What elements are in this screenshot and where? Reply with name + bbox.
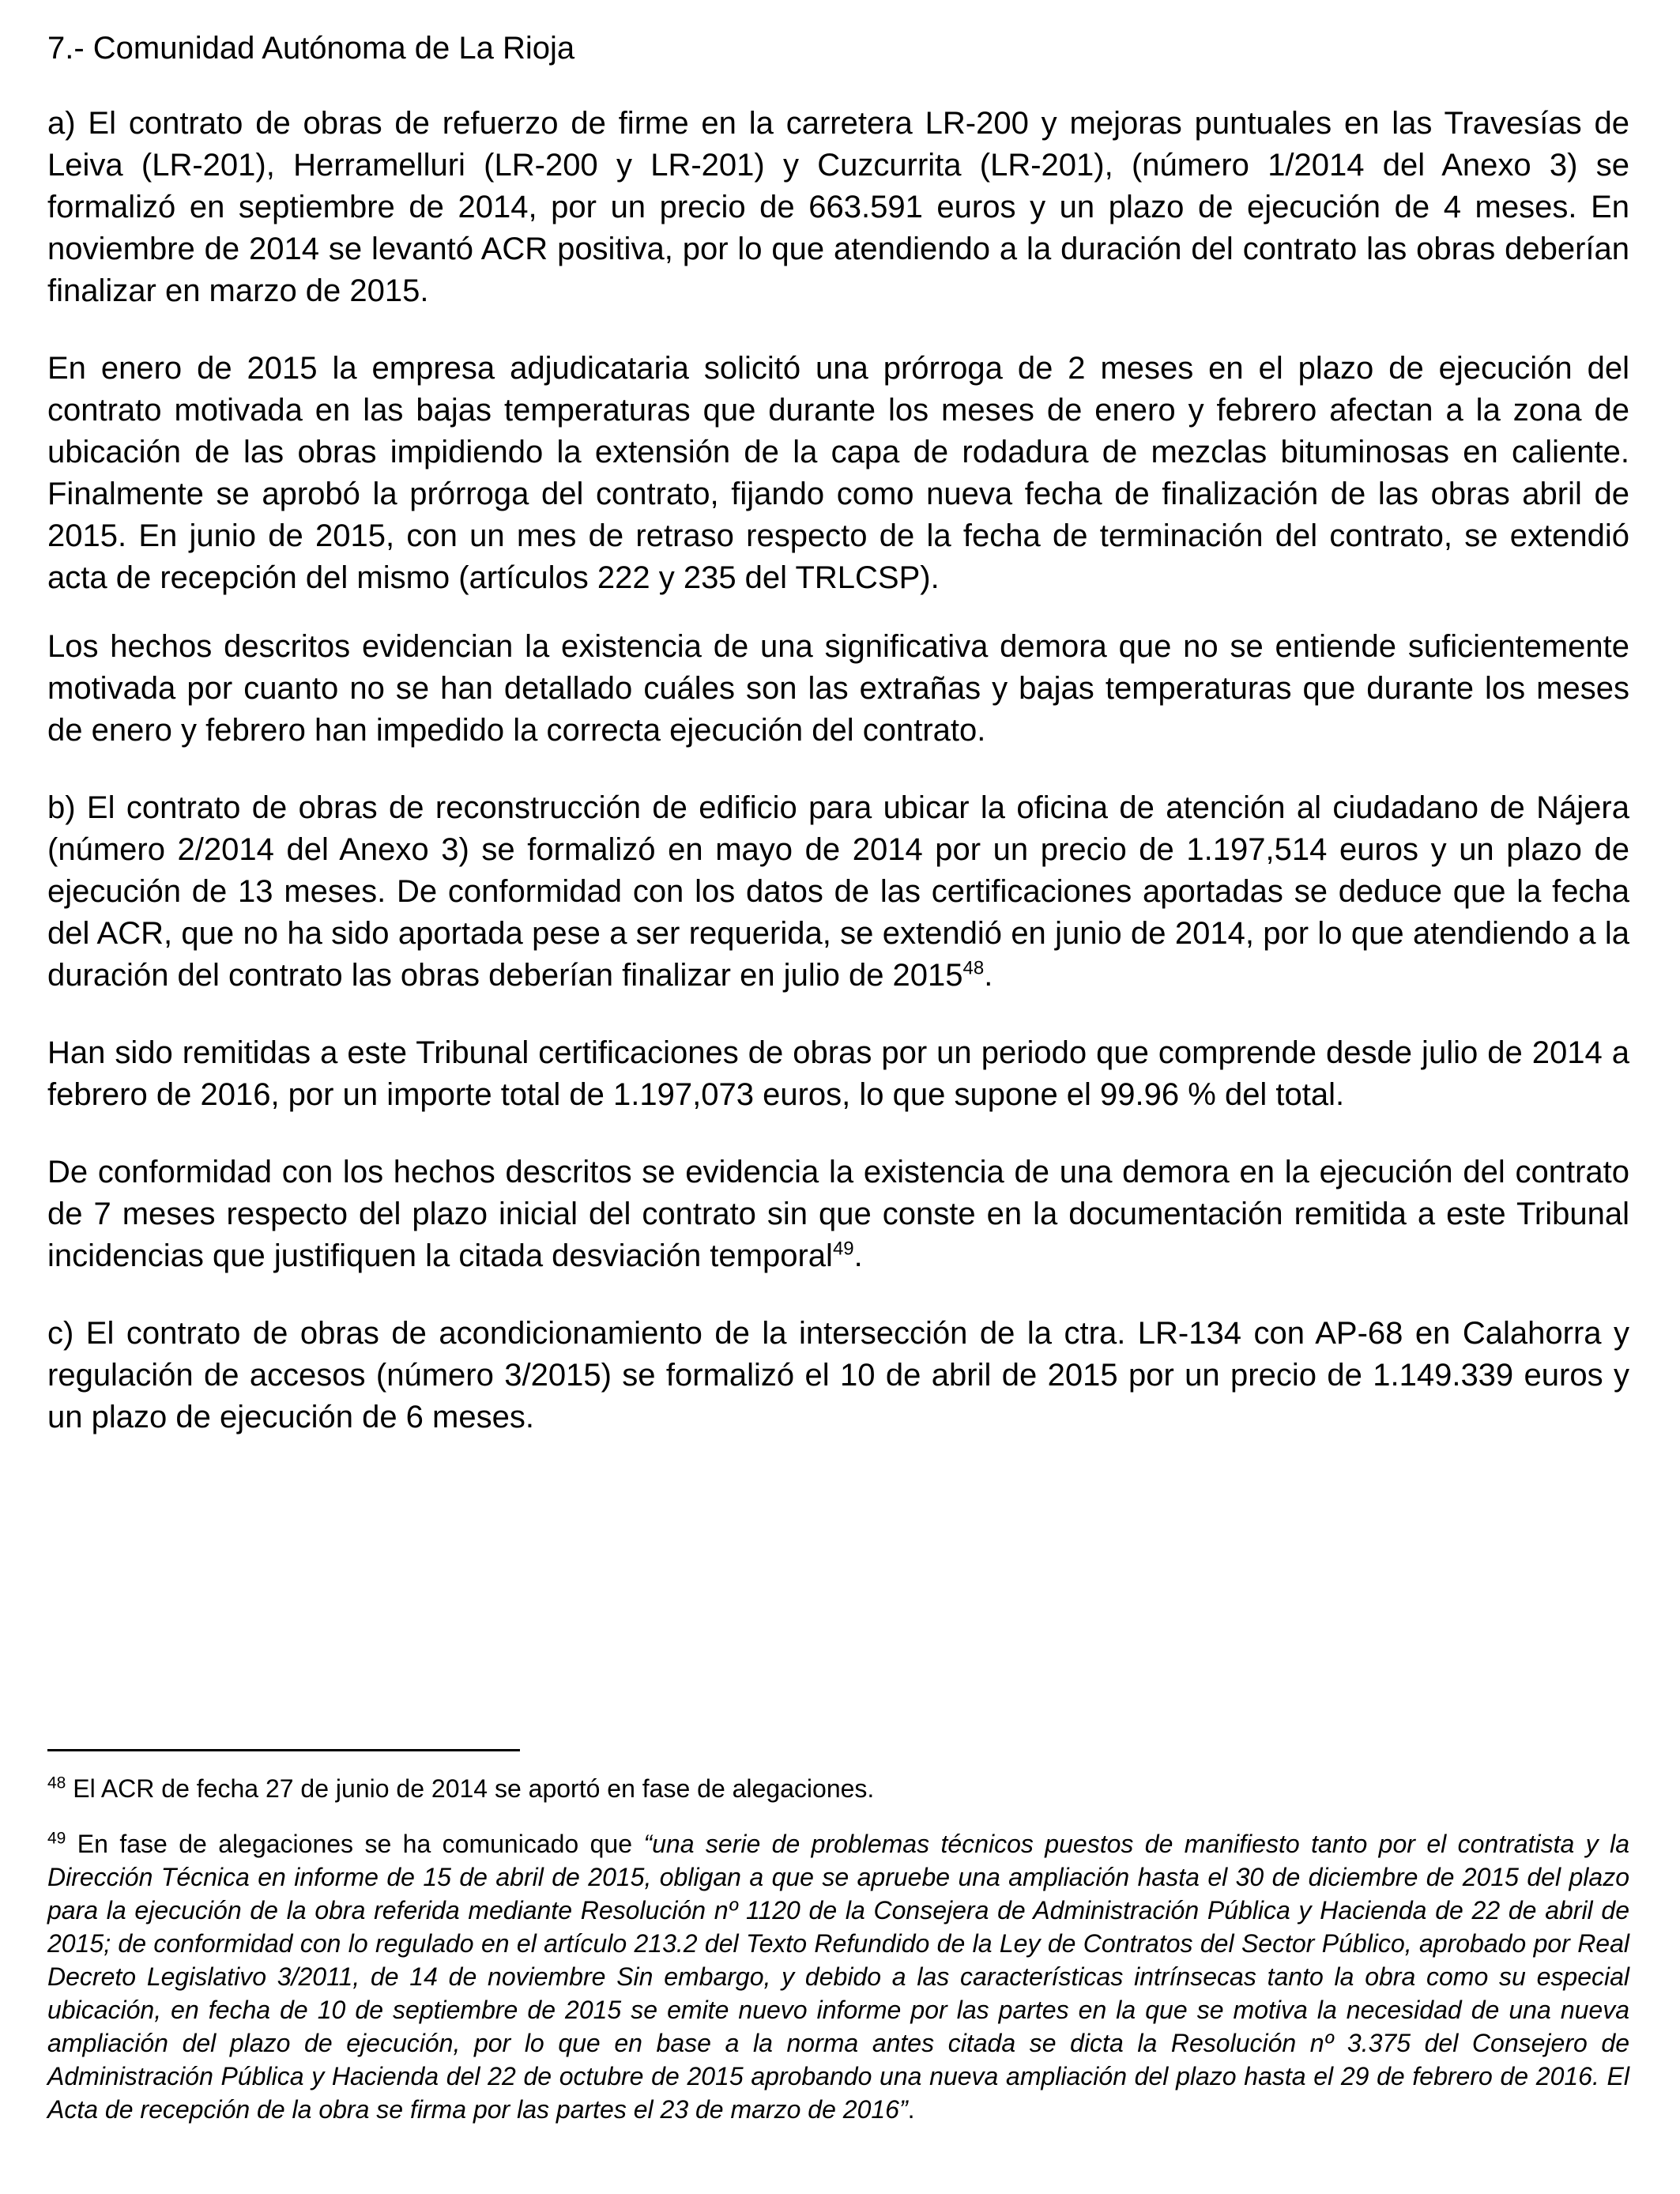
paragraph-c: c) El contrato de obras de acondicionamiento de la intersección de la ctra. LR-134 con AP-68 en Calahorra y regulación de accesos (número 3/2015) se formalizó el 10 de abril de 2015 por un precio de 1.149.339 euros y un plazo de ejecución de 6 meses. bbox=[47, 1316, 1629, 1434]
paragraph-b-end: . bbox=[984, 958, 993, 993]
footnote-49 bbox=[47, 1827, 1629, 2126]
paragraph-delay-conclusion-end: . bbox=[853, 1238, 863, 1273]
main-content bbox=[47, 27, 1629, 1474]
paragraph-delay-conclusion bbox=[47, 1152, 1629, 1277]
paragraph-b-text: b) El contrato de obras de reconstrucción de edificio para ubicar la oficina de atención al ciudadano de Nájera (número 2/2014 del Anexo 3) se formalizó en mayo de 2014 por un precio de 1.197,514 euros y un plazo de ejecución de 13 meses. De conformidad con los datos de las certificaciones aportadas se deduce que la fecha del ACR, que no ha sido aportada pese a ser requerida, se extendió en junio de 2014, por lo que atendiendo a la duración del contrato las obras deberían finalizar en julio de 2015 bbox=[47, 790, 1629, 993]
paragraph-delay-conclusion-text: De conformidad con los hechos descritos se evidencia la existencia de una demora en la ejecución del contrato de 7 meses respecto del plazo inicial del contrato sin que conste en la documentación remitida a este Tribunal incidencias que justifiquen la citada desviación temporal bbox=[47, 1155, 1629, 1273]
footnote-separator bbox=[47, 1749, 520, 1751]
paragraph-a: a) El contrato de obras de refuerzo de firme en la carretera LR-200 y mejoras puntuales en las Travesías de Leiva (LR-201), Herramelluri (LR-200 y LR-201) y Cuzcurrita (LR-201), (número 1/2014 del Anexo 3) se formalizó en septiembre de 2014, por un precio de 663.591 euros y un plazo de ejecución de 4 meses. En noviembre de 2014 se levantó ACR positiva, por lo que atendiendo a la duración del contrato las obras deberían finalizar en marzo de 2015. bbox=[47, 106, 1629, 308]
footnote-ref-48[interactable]: 48 bbox=[962, 957, 985, 979]
footnotes bbox=[47, 1772, 1629, 2148]
section-heading: 7.- Comunidad Autónoma de La Rioja bbox=[47, 31, 575, 66]
footnote-ref-49[interactable]: 49 bbox=[832, 1238, 854, 1260]
paragraph-certifications: Han sido remitidas a este Tribunal certificaciones de obras por un periodo que comprende desde julio de 2014 a febrero de 2016, por un importe total de 1.197,073 euros, lo que supone el 99.96 % del total. bbox=[47, 1035, 1629, 1112]
footnote-end: . bbox=[907, 2095, 915, 2124]
footnote-48 bbox=[47, 1772, 1629, 1805]
footnote-number: 49 bbox=[47, 1829, 66, 1848]
footnote-number: 48 bbox=[47, 1774, 66, 1793]
paragraph-delay-assessment: Los hechos descritos evidencian la existencia de una significativa demora que no se entiende suficientemente motivada por cuanto no se han detallado cuáles son las extrañas y bajas temperaturas que durante los meses de enero y febrero han impedido la correcta ejecución del contrato. bbox=[47, 629, 1629, 748]
paragraph-b bbox=[47, 787, 1629, 997]
footnote-lead: En fase de alegaciones se ha comunicado que bbox=[66, 1830, 644, 1858]
paragraph-extension: En enero de 2015 la empresa adjudicataria solicitó una prórroga de 2 meses en el plazo de ejecución del contrato motivada en las bajas temperaturas que durante los meses de enero y febrero afectan a la zona de ubicación de las obras impidiendo la extensión de la capa de rodadura de mezclas bituminosas en caliente. Finalmente se aprobó la prórroga del contrato, fijando como nueva fecha de finalización de las obras abril de 2015. En junio de 2015, con un mes de retraso respecto de la fecha de terminación del contrato, se extendió acta de recepción del mismo (artículos 222 y 235 del TRLCSP). bbox=[47, 351, 1629, 595]
footnote-text: El ACR de fecha 27 de junio de 2014 se aportó en fase de alegaciones. bbox=[66, 1774, 875, 1803]
footnote-quote: “una serie de problemas técnicos puestos de manifiesto tanto por el contratista y la Dirección Técnica en informe de 15 de abril de 2015, obligan a que se apruebe una ampliación hasta el 30 de diciembre de 2015 del plazo para la ejecución de la obra referida mediante Resolución nº 1120 de la Consejera de Administración Pública y Hacienda de 22 de abril de 2015; de conformidad con lo regulado en el artículo 213.2 del Texto Refundido de la Ley de Contratos del Sector Público, aprobado por Real Decreto Legislativo 3/2011, de 14 de noviembre Sin embargo, y debido a las características intrínsecas tanto la obra como su especial ubicación, en fecha de 10 de septiembre de 2015 se emite nuevo informe por las partes en la que se motiva la necesidad de una nueva ampliación del plazo de ejecución, por lo que en base a la norma antes citada se dicta la Resolución nº 3.375 del Consejero de Administración Pública y Hacienda del 22 de octubre de 2015 aprobando una nueva ampliación del plazo hasta el 29 de febrero de 2016. El Acta de recepción de la obra se firma por las partes el 23 de marzo de 2016” bbox=[47, 1830, 1630, 2124]
